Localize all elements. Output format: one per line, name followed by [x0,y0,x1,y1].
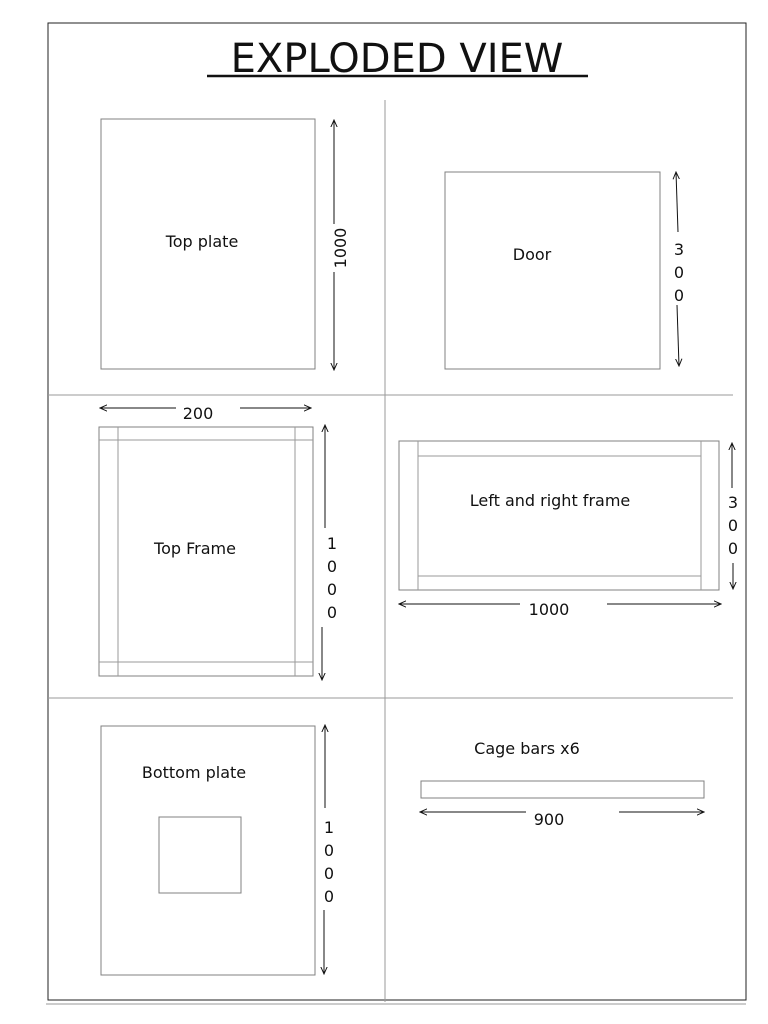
bottom-plate-label: Bottom plate [141,763,247,782]
bottom-plate-height-digit: 0 [323,887,335,906]
bottom-plate-height-digit: 1 [323,818,335,837]
cage-bars-length-dimension: 900 [533,810,565,829]
top-frame-height-digit: 1 [326,534,338,553]
top-plate-dimension: 1000 [331,227,350,269]
door-part [445,172,684,369]
top-frame-height-digit: 0 [326,603,338,622]
door-dimension-digit: 3 [673,240,685,259]
side-frame-outer [399,441,719,590]
door-dimension-digit: 0 [673,286,685,305]
cage-bar-shape [421,781,704,798]
cage-bars-part [420,739,704,829]
top-plate-label: Top plate [165,232,239,251]
door-dimension-digit: 0 [673,263,685,282]
side-frame-width-dimension: 1000 [528,600,570,619]
side-frame-height-digit: 0 [727,516,739,535]
bottom-plate-height-digit: 0 [323,864,335,883]
top-frame-label: Top Frame [154,539,236,558]
top-frame-width-dimension: 200 [182,404,214,423]
side-frame-part [399,441,738,619]
door-dimension-arrow-up [676,172,678,232]
top-frame-height-digit: 0 [326,557,338,576]
door-dimension-arrow-down [677,305,679,366]
side-frame-label: Left and right frame [469,491,631,510]
bottom-plate-height-digit: 0 [323,841,335,860]
top-plate-part [101,119,350,370]
top-frame-height-digit: 0 [326,580,338,599]
side-frame-height-digit: 3 [727,493,739,512]
door-label: Door [512,245,552,264]
bottom-plate-part [101,725,334,975]
page-title: EXPLODED VIEW [230,36,564,82]
door-shape [445,172,660,369]
top-frame-part [99,404,337,680]
bottom-plate-cutout [159,817,241,893]
cage-bars-label: Cage bars x6 [474,739,580,758]
side-frame-height-digit: 0 [727,539,739,558]
